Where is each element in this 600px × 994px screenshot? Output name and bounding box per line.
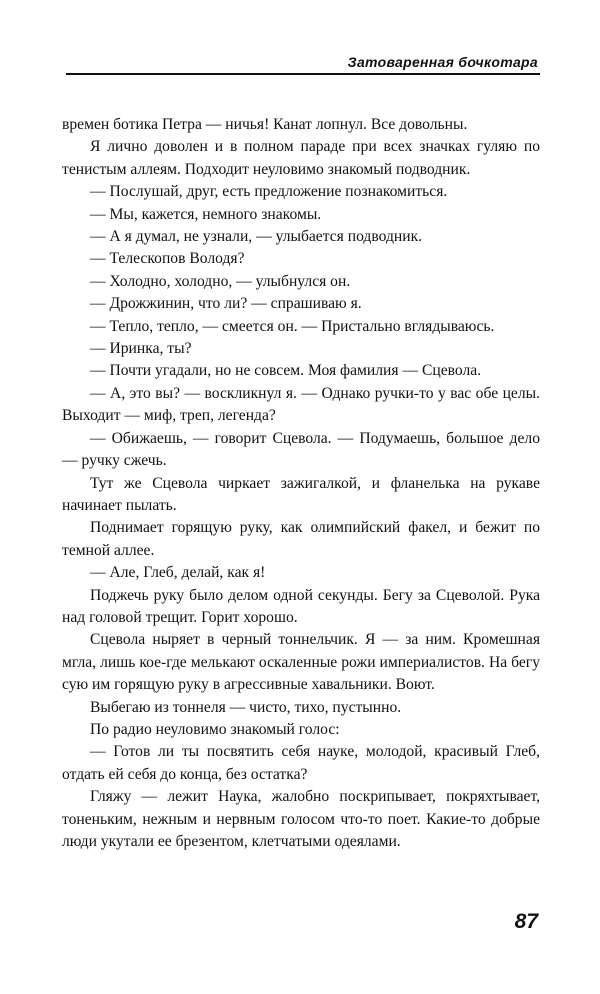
paragraph: Тут же Сцевола чиркает зажигалкой, и фланелька на рукаве начинает пылать. bbox=[62, 474, 540, 514]
paragraph: Выбегаю из тоннеля — чисто, тихо, пустынно. bbox=[90, 698, 402, 716]
paragraph: — Послушай, друг, есть предложение познакомиться. bbox=[90, 183, 448, 201]
paragraph: Я лично доволен и в полном параде при всех значках гуляю по тенистым аллеям. Подходит неуловимо знакомый подводник. bbox=[62, 138, 540, 178]
paragraph: — Почти угадали, но не совсем. Моя фамилия — Сцевола. bbox=[90, 362, 482, 380]
header-rule bbox=[66, 73, 540, 75]
paragraph: Поджечь руку было делом одной секунды. Бегу за Сцеволой. Рука над головой трещит. Горит хорошо. bbox=[62, 586, 540, 626]
paragraph: — Тепло, тепло, — смеется он. — Пристально вглядываюсь. bbox=[90, 317, 495, 335]
paragraph: времен ботика Петра — ничья! Канат лопнул. Все довольны. bbox=[62, 116, 468, 133]
paragraph: — Иринка, ты? bbox=[90, 340, 192, 358]
paragraph: По радио неуловимо знакомый голос: bbox=[90, 720, 340, 738]
paragraph: — Дрожжинин, что ли? — спрашиваю я. bbox=[90, 295, 362, 313]
paragraph: — Телескопов Володя? bbox=[90, 250, 245, 268]
body-text bbox=[62, 114, 540, 853]
paragraph: — Готов ли ты посвятить себя науке, молодой, красивый Глеб, отдать ей себя до конца, без остатка? bbox=[62, 743, 540, 783]
paragraph: Сцевола ныряет в черный тоннельчик. Я — за ним. Кромешная мгла, лишь кое-где мелькают оскаленные рожи империалистов. На бегу сую им горящую руку в агрессивные хавальники. Воют. bbox=[62, 631, 540, 694]
paragraph: Поднимает горящую руку, как олимпийский факел, и бежит по темной аллее. bbox=[62, 519, 540, 559]
paragraph: — А я думал, не узнали, — улыбается подводник. bbox=[90, 228, 423, 246]
paragraph: — А, это вы? — воскликнул я. — Однако ручки-то у вас обе целы. Выходит — миф, треп, легенда? bbox=[62, 384, 540, 425]
paragraph: Гляжу — лежит Наука, жалобно поскрипывает, покряхтывает, тоненьким, нежным и нервным голосом что-то поет. Какие-то добрые люди укутали ее брезентом, клетчатыми одеялами. bbox=[62, 788, 540, 850]
paragraph: — Мы, кажется, немного знакомы. bbox=[90, 205, 322, 223]
running-title: Затоваренная бочкотара bbox=[347, 54, 538, 70]
page-number: 87 bbox=[514, 910, 538, 933]
paragraph: — Обижаешь, — говорит Сцевола. — Подумаешь, большое дело — ручку сжечь. bbox=[62, 429, 540, 470]
paragraph: — Холодно, холодно, — улыбнулся он. bbox=[90, 272, 351, 290]
paragraph: — Але, Глеб, делай, как я! bbox=[90, 564, 266, 582]
